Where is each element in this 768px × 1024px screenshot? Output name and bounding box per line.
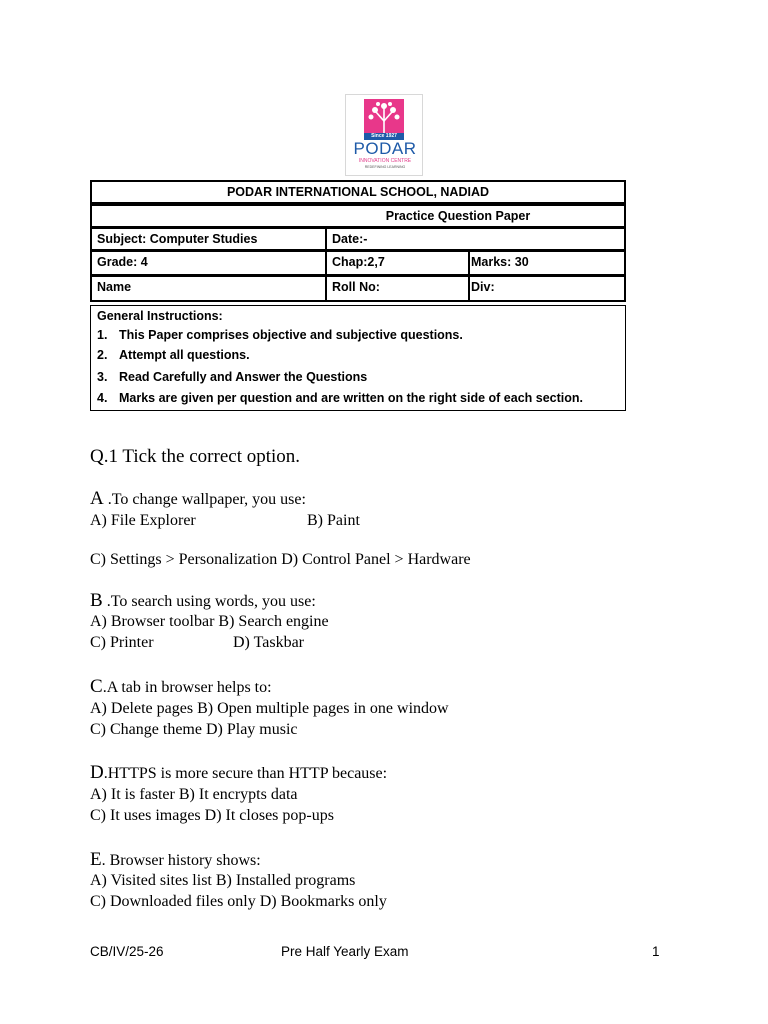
instruction-item: 2. Attempt all questions.: [97, 348, 250, 362]
paper-type-row: [90, 204, 626, 228]
page-number: 1: [652, 944, 660, 959]
name-row: [90, 275, 626, 302]
option-line: C) Settings > Personalization D) Control Panel > Hardware: [90, 551, 471, 568]
option-line: A) File Explorer: [90, 512, 196, 529]
name-cell: Name: [97, 280, 132, 294]
question-c: C.A tab in browser helps to:: [90, 676, 272, 697]
footer-exam: Pre Half Yearly Exam: [281, 944, 409, 959]
logo-tagline: REDEFINING LEARNING: [364, 165, 406, 169]
question-b: B .To search using words, you use:: [90, 590, 316, 611]
option-line: C) It uses images D) It closes pop-ups: [90, 807, 334, 824]
grade-cell: Grade: 4: [97, 255, 148, 269]
option-line: A) Delete pages B) Open multiple pages in one window: [90, 700, 449, 717]
date-cell: Date:-: [325, 229, 624, 249]
question-heading: Q.1 Tick the correct option.: [90, 446, 301, 467]
marks-cell: Marks: 30: [468, 252, 624, 274]
logo-subtitle: INNOVATION CENTRE: [358, 158, 412, 164]
option-line: A) Browser toolbar B) Search engine: [90, 613, 329, 630]
general-instructions: [90, 305, 626, 411]
option-line: D) Taskbar: [233, 634, 305, 651]
school-row: [90, 180, 626, 204]
subject-row: [90, 227, 626, 251]
question-d: D.HTTPS is more secure than HTTP because:: [90, 762, 388, 783]
footer-code: CB/IV/25-26: [90, 944, 164, 959]
school-name: PODAR INTERNATIONAL SCHOOL, NADIAD: [226, 185, 490, 199]
option-line: C) Downloaded files only D) Bookmarks only: [90, 893, 387, 910]
subject-cell: Subject: Computer Studies: [97, 232, 258, 246]
grade-row: [90, 250, 626, 276]
school-logo: [345, 94, 423, 176]
question-e: E. Browser history shows:: [90, 849, 261, 870]
instruction-item: 3. Read Carefully and Answer the Questions: [97, 370, 368, 384]
paper-type: Practice Question Paper: [385, 209, 531, 223]
option-line: A) Visited sites list B) Installed programs: [90, 872, 356, 889]
logo-name: PODAR: [353, 139, 417, 158]
logo-since: Since 1927: [364, 133, 404, 140]
div-cell: Div:: [468, 277, 624, 300]
tree-icon: [364, 99, 404, 135]
option-line: B) Paint: [307, 512, 360, 529]
instruction-item: 1. This Paper comprises objective and subjective questions.: [97, 328, 463, 342]
option-line: C) Printer: [90, 634, 154, 651]
option-line: C) Change theme D) Play music: [90, 721, 298, 738]
roll-cell: Roll No:: [325, 277, 468, 300]
instructions-title: General Instructions:: [97, 309, 223, 323]
instruction-item: 4. Marks are given per question and are written on the right side of each section.: [97, 391, 583, 405]
chapter-cell: Chap:2,7: [325, 252, 468, 274]
option-line: A) It is faster B) It encrypts data: [90, 786, 298, 803]
question-a: A .To change wallpaper, you use:: [90, 488, 306, 509]
